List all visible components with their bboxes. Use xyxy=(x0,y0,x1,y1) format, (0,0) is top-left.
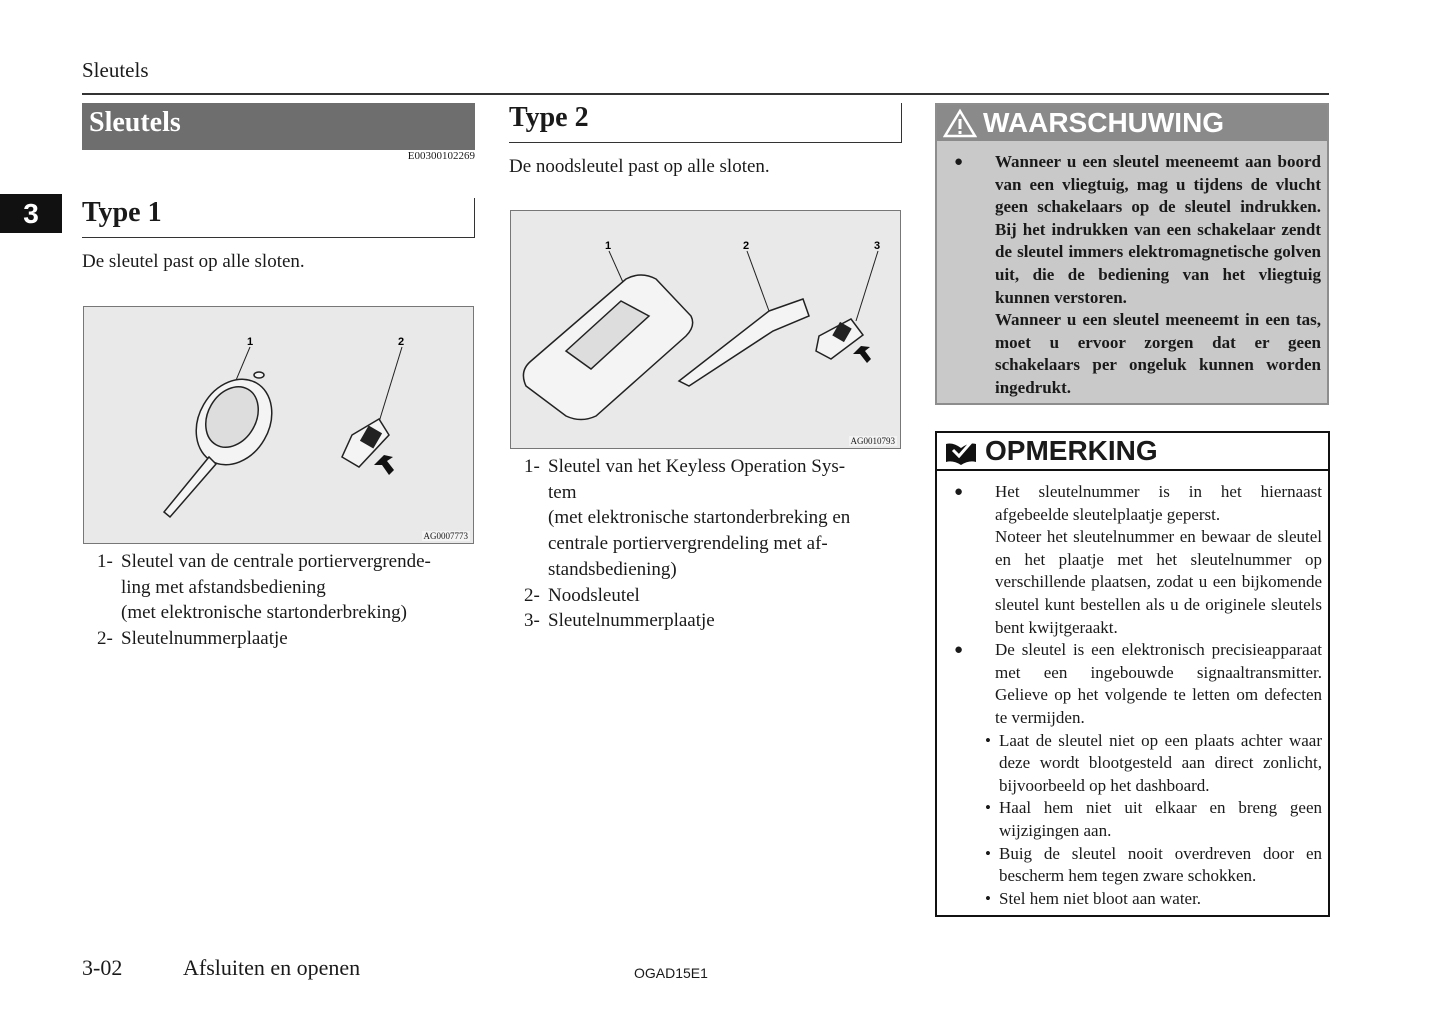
note-item: ● De sleutel is een elektronisch precisieapparaat met een ingebouwde signaaltransmitter. Gelieve op het volgende te letten om defecten te vermijden. xyxy=(954,640,1322,727)
type1-figure xyxy=(83,306,474,544)
section-title: Sleutels xyxy=(82,103,475,150)
section-code: E00300102269 xyxy=(407,150,475,162)
callout-3: 3 xyxy=(874,240,881,252)
key-illustration xyxy=(84,307,472,542)
type2-figure xyxy=(510,210,901,449)
type1-heading: Type 1 xyxy=(82,198,475,238)
note-box xyxy=(935,431,1330,917)
warning-text-2: Wanneer u een sleutel meeneemt in een tas, moet u ervoor zorgen dat er geen schakelaars per ongeluk kunnen worden ingedrukt. xyxy=(995,310,1321,397)
note-subitem: • Haal hem niet uit elkaar en breng geen wijzigingen aan. xyxy=(985,798,1322,840)
chapter-tab: 3 xyxy=(0,194,62,233)
warning-text: Wanneer u een sleutel meeneemt aan boord van een vliegtuig, mag u tijdens de vlucht geen schakelaars op de sleutel indrukken. Bij het indrukken van een schakelaar zendt de sleutel immers elektromagnetische golven uit, die de bediening van het vliegtuig kunnen verstoren. xyxy=(995,152,1321,307)
warning-box: WAARSCHUWING ● Wanneer u een sleutel meeneemt aan boord van een vliegtuig, mag u tijdens de vlucht geen schakelaars op de sleutel indrukken. Bij het indrukken van een schakelaar zendt de sleutel immers elektromagnetische golven uit, die de bediening van het vliegtuig kunnen verstoren. Wanneer u een sleutel meeneemt in een tas, moet u ervoor zorgen dat er geen schakelaars per ongeluk kunnen worden ingedrukt. xyxy=(935,103,1329,405)
callout-2: 2 xyxy=(743,240,750,252)
note-title: OPMERKING xyxy=(985,435,1158,466)
caption-item: 2- Sleutelnummerplaatje xyxy=(97,628,288,650)
note-subitem: • Stel hem niet bloot aan water. xyxy=(985,888,1202,908)
chapter-name: Afsluiten en openen xyxy=(183,955,361,980)
note-subitem: • Buig de sleutel nooit overdreven door en bescherm hem tegen zware schokken. xyxy=(985,843,1322,886)
keyless-key-illustration xyxy=(511,211,899,447)
type2-captions xyxy=(524,454,904,634)
type1-captions xyxy=(97,549,477,652)
note-item: ● Het sleutelnummer is in het hiernaast afgebeelde sleutelplaatje geperst. Noteer het sleutelnummer en bewaar de sleutel en het plaatje met het sleutelnummer op verschillende plaatsen, zodat u een bijkomende sleutel kunt bestellen als u de originele sleutels bent kwijtgeraakt. xyxy=(954,482,1322,637)
page-number: 3-02 xyxy=(82,955,123,980)
callout-2: 2 xyxy=(398,336,405,348)
document-code: OGAD15E1 xyxy=(634,965,708,981)
header-rule xyxy=(82,93,1329,95)
caption-item: 3- Sleutelnummerplaatje xyxy=(524,610,715,632)
caption-item: 2- Noodsleutel xyxy=(524,584,640,606)
caption-item: 1- Sleutel van het Keyless Operation Sys- tem (met elektronische startonderbreking en centrale portiervergrendeling met af- standsbediening) xyxy=(524,456,851,580)
callout-1: 1 xyxy=(247,336,254,348)
warning-title: WAARSCHUWING xyxy=(983,107,1225,138)
caption-item: 1- Sleutel van de centrale portiervergrende- ling met afstandsbediening (met elektronische startonderbreking) xyxy=(97,551,431,624)
type1-text: De sleutel past op alle sloten. xyxy=(82,251,305,272)
callout-1: 1 xyxy=(605,240,612,252)
type2-text: De noodsleutel past op alle sloten. xyxy=(509,156,770,177)
figure-code: AG0007773 xyxy=(423,531,468,541)
figure-code: AG0010793 xyxy=(850,436,895,446)
running-head: Sleutels xyxy=(82,58,149,82)
open-book-check-icon xyxy=(943,436,979,466)
note-subitem: • Laat de sleutel niet op een plaats achter waar deze wordt blootgesteld aan direct zonlicht, bijvoorbeeld op het dashboard. xyxy=(985,730,1322,795)
warning-triangle-icon xyxy=(943,108,977,138)
type2-heading: Type 2 xyxy=(509,103,902,143)
